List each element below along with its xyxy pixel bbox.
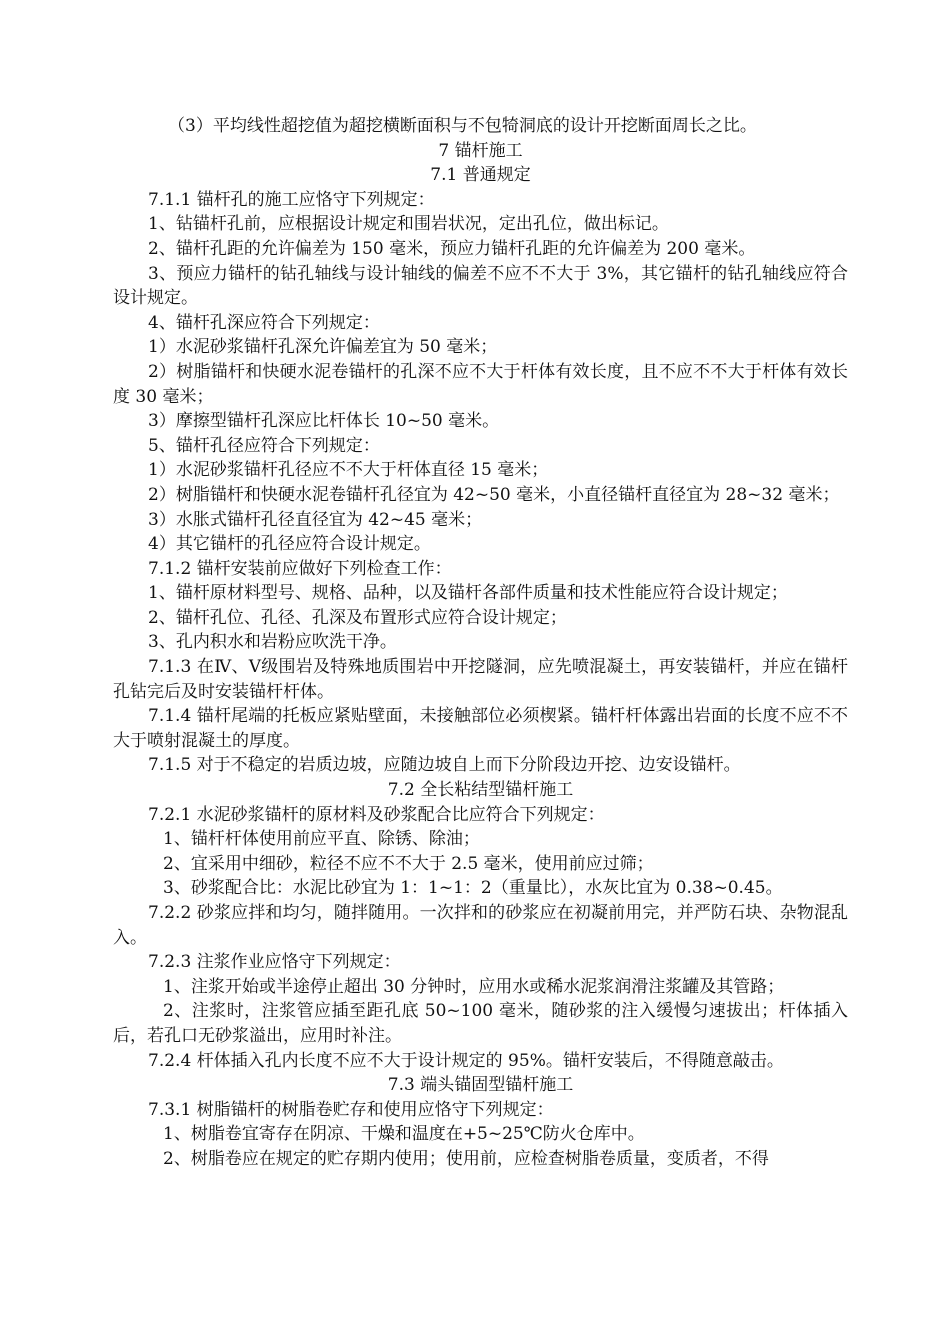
- clause: 7.1.1 锚杆孔的施工应恪守下列规定：: [148, 189, 435, 210]
- clause: 7.2.1 水泥砂浆锚杆的原材料及砂浆配合比应符合下列规定：: [148, 804, 605, 825]
- list-item: 4、锚杆孔深应符合下列规定：: [148, 312, 380, 333]
- clause: 7.1.3 在Ⅳ、Ⅴ级围岩及特殊地质围岩中开挖隧洞，应先喷混凝土，再安装锚杆，并应在锚杆孔钻完后及时安装锚杆杆体。: [113, 657, 848, 702]
- list-item: 2、锚杆孔距的允许偏差为 150 毫米，预应力锚杆孔距的允许偏差为 200 毫米。: [148, 238, 756, 259]
- list-item: 5、锚杆孔径应符合下列规定：: [148, 435, 380, 456]
- section-heading: 7.2 全长粘结型锚杆施工: [387, 780, 574, 801]
- chapter-heading: 7 锚杆施工: [438, 140, 523, 161]
- list-item: 3、预应力锚杆的钻孔轴线与设计轴线的偏差不应不不大于 3%，其它锚杆的钻孔轴线应符合设计规定。: [113, 263, 848, 309]
- clause: 7.3.1 树脂锚杆的树脂卷贮存和使用应恪守下列规定：: [148, 1099, 554, 1120]
- clause: 7.1.2 锚杆安装前应做好下列检查工作：: [148, 558, 452, 579]
- list-item: 2、树脂卷应在规定的贮存期内使用；使用前，应检查树脂卷质量，变质者，不得: [163, 1148, 769, 1169]
- list-item: 3、孔内积水和岩粉应吹洗干净。: [148, 632, 397, 653]
- list-item: 1、注浆开始或半途停止超出 30 分钟时，应用水或稀水泥浆润滑注浆罐及其管路；: [163, 976, 785, 997]
- paragraph: （3）平均线性超挖值为超挖横断面积与不包犄洞底的设计开挖断面周长之比。: [168, 116, 757, 136]
- sub-item: 3）摩擦型锚杆孔深应比杆体长 10~50 毫米。: [148, 411, 500, 432]
- list-item: 2、锚杆孔位、孔径、孔深及布置形式应符合设计规定；: [148, 607, 567, 628]
- clause: 7.1.4 锚杆尾端的托板应紧贴壁面，未接触部位必须楔紧。锚杆杆体露出岩面的长度不应不不大于喷射混凝土的厚度。: [113, 706, 848, 751]
- clause: 7.1.5 对于不稳定的岩质边坡，应随边坡自上而下分阶段边开挖、边安设锚杆。: [148, 755, 741, 776]
- sub-item: 2）树脂锚杆和快硬水泥卷锚杆孔径宜为 42~50 毫米，小直径锚杆直径宜为 28~32 毫米；: [148, 484, 840, 505]
- list-item: 1、树脂卷宜寄存在阴凉、干燥和温度在+5~25℃防火仓库中。: [163, 1124, 645, 1145]
- list-item: 3、砂浆配合比：水泥比砂宜为 1：1~1：2（重量比），水灰比宜为 0.38~0.45。: [163, 878, 783, 899]
- sub-item: 4）其它锚杆的孔径应符合设计规定。: [148, 534, 431, 555]
- section-heading: 7.3 端头锚固型锚杆施工: [387, 1075, 574, 1096]
- list-item: 2、注浆时，注浆管应插至距孔底 50~100 毫米，随砂浆的注入缓慢匀速拔出；杆体插入后，若孔口无砂浆溢出，应用时补注。: [113, 1001, 848, 1046]
- clause: 7.2.4 杆体插入孔内长度不应不大于设计规定的 95%。锚杆安装后，不得随意敲击。: [148, 1050, 784, 1071]
- list-item: 1、锚杆原材料型号、规格、品种，以及锚杆各部件质量和技术性能应符合设计规定；: [148, 583, 788, 604]
- sub-item: 2）树脂锚杆和快硬水泥卷锚杆的孔深不应不大于杆体有效长度，且不应不不大于杆体有效长度 30 毫米；: [113, 361, 848, 407]
- sub-item: 1）水泥砂浆锚杆孔深允许偏差宜为 50 毫米；: [148, 337, 498, 358]
- list-item: 1、钻锚杆孔前，应根据设计规定和围岩状况，定出孔位，做出标记。: [148, 214, 669, 235]
- sub-item: 3）水胀式锚杆孔径直径宜为 42~45 毫米；: [148, 509, 483, 530]
- list-item: 1、锚杆杆体使用前应平直、除锈、除油；: [163, 829, 480, 850]
- sub-item: 1）水泥砂浆锚杆孔径应不不大于杆体直径 15 毫米；: [148, 460, 549, 481]
- clause: 7.2.2 砂浆应拌和均匀，随拌随用。一次拌和的砂浆应在初凝前用完，并严防石块、杂物混乱入。: [113, 903, 848, 948]
- list-item: 2、宜采用中细砂，粒径不应不不大于 2.5 毫米，使用前应过筛；: [163, 853, 654, 874]
- document-body: [113, 114, 848, 1172]
- clause: 7.2.3 注浆作业应恪守下列规定：: [148, 952, 401, 973]
- section-heading: 7.1 普通规定: [430, 165, 531, 186]
